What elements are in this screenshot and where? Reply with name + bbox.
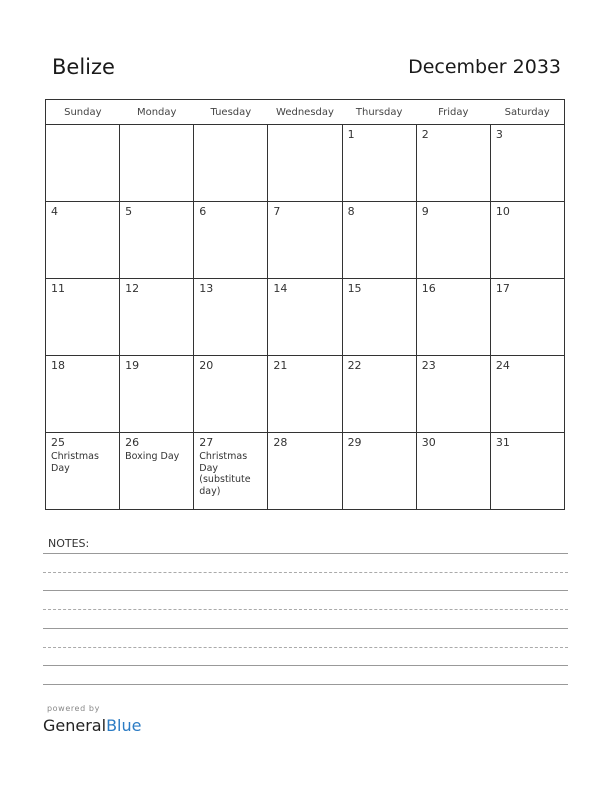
day-cell [46, 356, 120, 433]
brand-blue-text: Blue [106, 716, 142, 735]
day-number: 8 [347, 205, 355, 218]
day-number: 25 [51, 436, 65, 449]
weekday-thursday: Thursday [342, 100, 416, 125]
day-number: 29 [347, 436, 362, 449]
day-number: 13 [199, 282, 214, 295]
day-number: 28 [273, 436, 288, 449]
day-number: 17 [495, 282, 510, 295]
day-cell [120, 202, 194, 279]
day-number: 7 [273, 205, 281, 218]
day-number: 2 [421, 128, 429, 141]
calendar-grid [45, 99, 565, 510]
day-cell [194, 356, 268, 433]
day-number: 26 [125, 436, 140, 449]
day-cell [342, 202, 416, 279]
month-title: December 2033 [408, 56, 561, 78]
week-row [46, 202, 565, 279]
day-cell [490, 125, 564, 202]
weekday-monday: Monday [120, 100, 194, 125]
day-cell [46, 433, 120, 510]
day-number: 18 [51, 359, 65, 372]
weekday-tuesday: Tuesday [194, 100, 268, 125]
day-number: 31 [495, 436, 510, 449]
day-cell [268, 202, 342, 279]
country-title: Belize [52, 55, 115, 79]
day-cell [416, 433, 490, 510]
week-row [46, 125, 565, 202]
day-number: 21 [273, 359, 288, 372]
weekday-wednesday: Wednesday [268, 100, 342, 125]
day-cell [416, 279, 490, 356]
weekday-sunday: Sunday [46, 100, 120, 125]
day-cell [120, 433, 194, 510]
day-cell [268, 356, 342, 433]
note-line [43, 647, 568, 648]
weekday-friday: Friday [416, 100, 490, 125]
day-number: 11 [51, 282, 65, 295]
day-number: 16 [421, 282, 436, 295]
day-cell [46, 279, 120, 356]
day-cell [342, 433, 416, 510]
day-number: 19 [125, 359, 140, 372]
note-line [43, 628, 568, 629]
day-number: 22 [347, 359, 362, 372]
note-line [43, 572, 568, 573]
day-number: 20 [199, 359, 214, 372]
day-number: 6 [199, 205, 207, 218]
day-cell [416, 202, 490, 279]
day-cell [46, 125, 120, 202]
week-row [46, 279, 565, 356]
note-line [43, 684, 568, 685]
note-line [43, 665, 568, 666]
day-cell [490, 356, 564, 433]
day-number: 5 [125, 205, 133, 218]
day-number: 27 [199, 436, 214, 449]
day-cell [194, 202, 268, 279]
holiday-label: Boxing Day [125, 451, 180, 462]
notes-label: NOTES: [48, 537, 90, 550]
day-number: 23 [421, 359, 436, 372]
day-number: 14 [273, 282, 288, 295]
day-cell [268, 279, 342, 356]
day-cell [268, 125, 342, 202]
day-cell [120, 279, 194, 356]
day-number: 1 [347, 128, 355, 141]
week-row [46, 433, 565, 510]
day-cell [490, 433, 564, 510]
day-number: 30 [421, 436, 436, 449]
weekday-saturday: Saturday [490, 100, 564, 125]
day-cell [416, 356, 490, 433]
generalblue-logo[interactable] [43, 716, 141, 735]
day-cell [342, 279, 416, 356]
day-number: 9 [421, 205, 429, 218]
day-cell [342, 125, 416, 202]
day-number: 12 [125, 282, 140, 295]
day-number: 3 [495, 128, 503, 141]
day-cell [194, 279, 268, 356]
powered-by-text: powered by [47, 704, 100, 713]
day-cell [268, 433, 342, 510]
day-cell [490, 279, 564, 356]
day-number: 10 [495, 205, 510, 218]
brand-general-text: General [43, 716, 107, 735]
day-cell [120, 356, 194, 433]
weekday-header-row [46, 100, 565, 125]
day-number: 24 [495, 359, 510, 372]
week-row [46, 356, 565, 433]
note-line [43, 553, 568, 554]
day-cell [490, 202, 564, 279]
holiday-label: Christmas Day (substitute day) [199, 451, 251, 497]
day-number: 4 [51, 205, 58, 218]
day-cell [194, 433, 268, 510]
note-line [43, 590, 568, 591]
day-cell [194, 125, 268, 202]
day-number: 15 [347, 282, 362, 295]
day-cell [342, 356, 416, 433]
day-cell [120, 125, 194, 202]
day-cell [416, 125, 490, 202]
note-line [43, 609, 568, 610]
holiday-label: Christmas Day [51, 451, 99, 474]
day-cell [46, 202, 120, 279]
